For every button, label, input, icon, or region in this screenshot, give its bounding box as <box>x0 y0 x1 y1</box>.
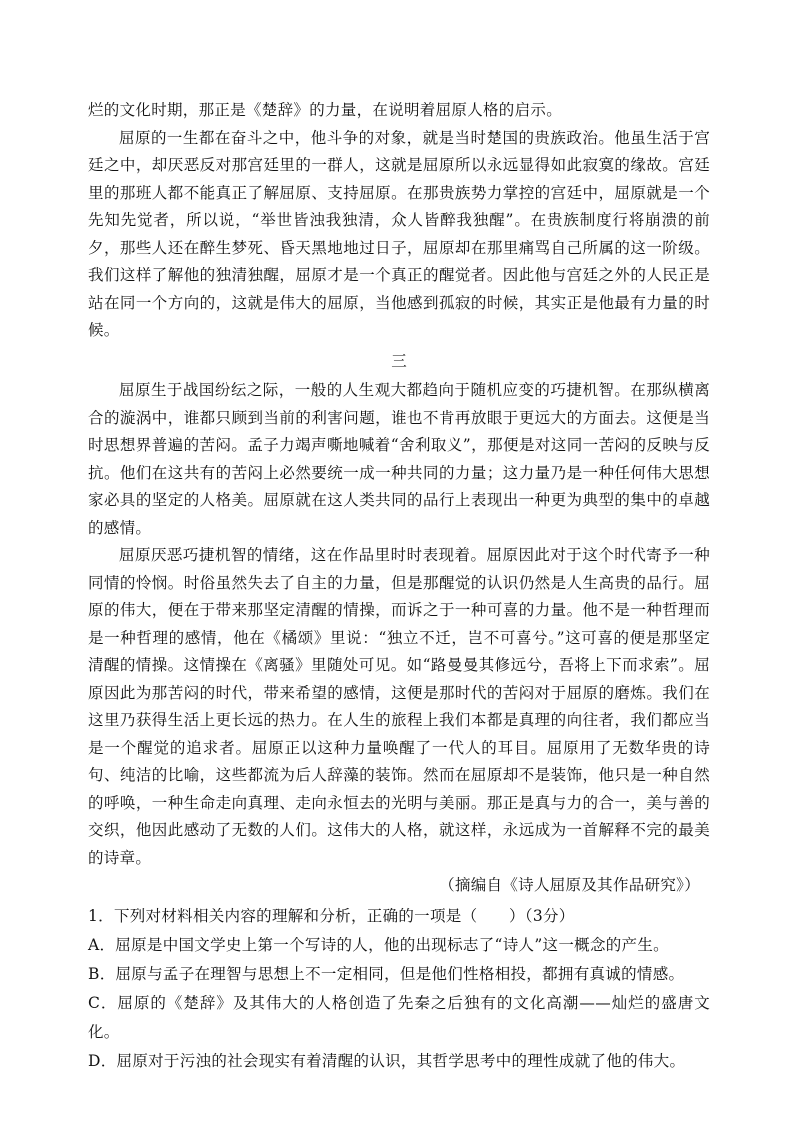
option-d[interactable]: D．屈原对于污浊的社会现实有着清醒的认识，其哲学思考中的理性成就了他的伟大。 <box>88 1051 686 1070</box>
paragraph-era: 屈原生于战国纷纭之际，一般的人生观大都趋向于随机应变的巧捷机智。在那纵横离合的漩涡中，谁都只顾到当前的利害问题，谁也不肯再放眼于更远大的方面去。这便是当时思想界普遍的苦闷。孟子力竭声嘶地喊着“舍利取义”，那便是对这同一苦闷的反映与反抗。他们在这共有的苦闷上必然要统一成一种共同的力量；这力量乃是一种任何伟大思想家必具的坚定的人格美。屈原就在这人类共同的品行上表现出一种更为典型的集中的卓越的感情。 <box>88 381 710 537</box>
section-number: 三 <box>391 351 407 370</box>
question-stem: 1．下列对材料相关内容的理解和分析，正确的一项是（ ）（3分） <box>88 906 575 925</box>
option-a[interactable]: A．屈原是中国文学史上第一个写诗的人，他的出现标志了“诗人”这一概念的产生。 <box>88 935 669 954</box>
document-page <box>88 97 710 1076</box>
paragraph-struggle: 屈原的一生都在奋斗之中，他斗争的对象，就是当时楚国的贵族政治。他虽生活于宫廷之中，却厌恶反对那宫廷里的一群人，这就是屈原所以永远显得如此寂寞的缘故。宫廷里的那班人都不能真正了解屈原、支持屈原。在那贵族势力掌控的宫廷中，屈原就是一个先知先觉者，所以说，“举世皆浊我独清，众人皆醉我独醒”。在贵族制度行将崩溃的前夕，那些人还在醉生梦死、昏天黑地地过日子，屈原却在那里痛骂自己所属的这一阶级。我们这样了解他的独清独醒，屈原才是一个真正的醒觉者。因此他与宫廷之外的人民正是站在同一个方向的，这就是伟大的屈原，当他感到孤寂的时候，其实正是他最有力量的时候。 <box>88 128 710 339</box>
paragraph-continuation: 烂的文化时期，那正是《楚辞》的力量，在说明着屈原人格的启示。 <box>88 101 563 119</box>
option-b[interactable]: B．屈原与孟子在理智与思想上不一定相同，但是他们性格相投，都拥有真诚的情感。 <box>88 964 685 983</box>
question-block <box>88 902 710 1076</box>
paragraph-emotion: 屈原厌恶巧捷机智的情绪，这在作品里时时表现着。屈原因此对于这个时代寄予一种同情的怜悯。时俗虽然失去了自主的力量，但是那醒觉的认识仍然是人生高贵的品行。屈原的伟大，便在于带来那坚定清醒的情操，而诉之于一种可喜的力量。他不是一种哲理而是一种哲理的感情，他在《橘颂》里说：“独立不迁，岂不可喜兮。”这可喜的便是那坚定清醒的情操。这情操在《离骚》里随处可见。如“路曼曼其修远兮，吾将上下而求索”。屈原因此为那苦闷的时代，带来希望的感情，这便是那时代的苦闷对于屈原的磨炼。我们在这里乃获得生活上更长远的热力。在人生的旅程上我们本都是真理的向往者，我们都应当是一个醒觉的追求者。屈原正以这种力量唤醒了一代人的耳目。屈原用了无数华贵的诗句、纯洁的比喻，这些都流为后人辞藻的装饰。然而在屈原却不是装饰，他只是一种自然的呼唤，一种生命走向真理、走向永恒去的光明与美丽。那正是真与力的合一，美与善的交织，他因此感动了无数的人们。这伟大的人格，就这样，永远成为一首解释不完的最美的诗章。 <box>88 546 710 867</box>
option-c[interactable]: C．屈原的《楚辞》及其伟大的人格创造了先秦之后独有的文化高潮——灿烂的盛唐文化。 <box>88 993 710 1041</box>
source-citation: （摘编自《诗人屈原及其作品研究》） <box>439 876 700 894</box>
